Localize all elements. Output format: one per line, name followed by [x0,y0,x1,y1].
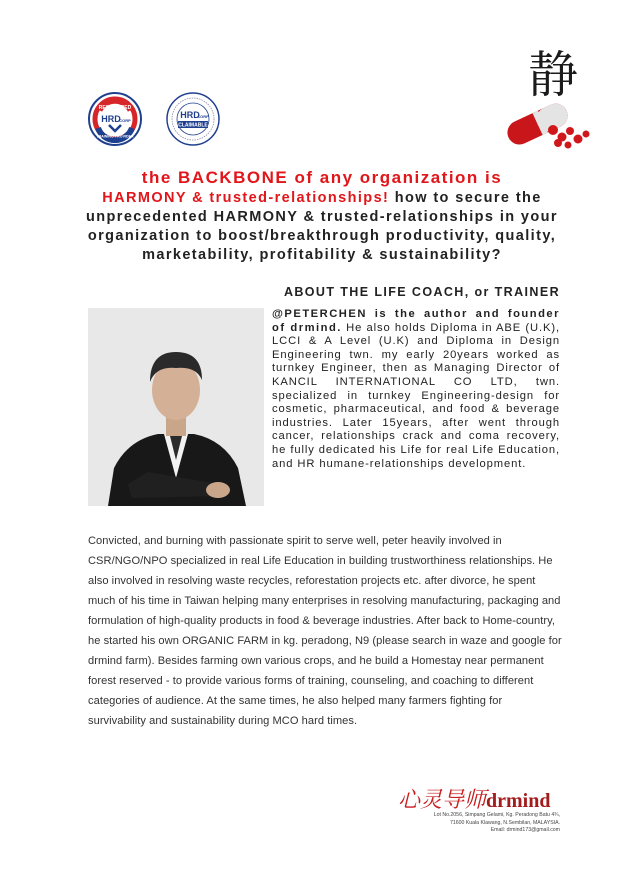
bio-text: He also holds Diploma in ABE (U.K), LCCI & A Level (U.K) and Diploma in Design Engineering twn. my early 20years worked as turnkey Engineer, then as Managing Director of KANCIL INTERNATIONAL CO LTD, twn. specialized in turnkey Engineering-design for cosmetic, pharmaceutical, and food & beverage industries. Later 15years, after went through cancer, relationships crack and coma recovery, he fully dedicated his Life for real Life Education, and HR humane-relationships development. [272,321,560,470]
badge-hrd-text: HRD [101,114,121,124]
bio-lead: @PETERCHEN is the author and founder of drmind. [272,308,560,334]
badge-corp-text: CORP [119,118,131,123]
claimable-corp-text: CORP [197,114,209,119]
claimable-label: CLAIMABLE [178,122,208,129]
address-block [420,812,560,835]
headline [84,168,560,265]
pills-icon [548,125,590,149]
registered-training-provider-badge [88,92,142,146]
body-paragraph: Convicted, and burning with passionate spirit to serve well, peter heavily involved in CSR/NGO/NPO specialized in real Life Education in building trustworthiness relationships. He also involved in resolving waste recycles, reforestation projects etc. after divorce, he spent much of his time in Taiwan helping many enterprises in resolving manufacturing, packaging and formulation of high-quality products in food & beverage industries. After back to Home-country, he started his own ORGANIC FARM in kg. peradong, N9 (please search in waze and google for drmind farm). Besides farming own various crops, and he build a Homestay near permanent forest reserved - to provide various forms of training, counseling, and coaching to different categories of audience. At the same times, he also helped many farmers fighting for survivability and sustainability during MCO hard times. [88,535,562,727]
headline-backbone: BACKBONE [178,168,289,187]
address-line2: 71600 Kuala Klawang, N.Sembilan, MALAYSIA. [449,819,560,826]
logo-chinese: 心灵导师 [398,788,487,813]
address-line1: Lot No.2056, Simpang Gelami, Kg. Peradong Batu 4¾, [433,812,560,818]
about-heading: ABOUT THE LIFE COACH, or TRAINER [283,285,560,299]
trainer-bio [272,308,560,471]
trainer-photo [88,308,264,506]
headline-part3: of any organization is [288,168,503,187]
logo-english: drmind [486,790,551,812]
badge-training-provider-text: TRAINING PROVIDER [96,134,134,139]
address-email: Email: drmind173@gmail.com [490,827,560,834]
headline-part1: the [141,168,179,187]
headline-harmony: HARMONY & trusted-relationships! [102,190,390,206]
calligraphy-capsule-decoration [498,30,608,150]
headline-question: how to secure the unprecedented HARMONY & trusted-relationships in your organization to boost/breakthrough productivity, quality, marketability, profitability & sustainability? [86,190,558,263]
drmind-logo [398,783,550,814]
hrd-claimable-badge [166,92,220,146]
claimable-hrd-text: HRD [180,110,200,120]
calligraphy-character: 静 [528,46,578,104]
badge-registered-text: REGISTERED [98,105,132,111]
